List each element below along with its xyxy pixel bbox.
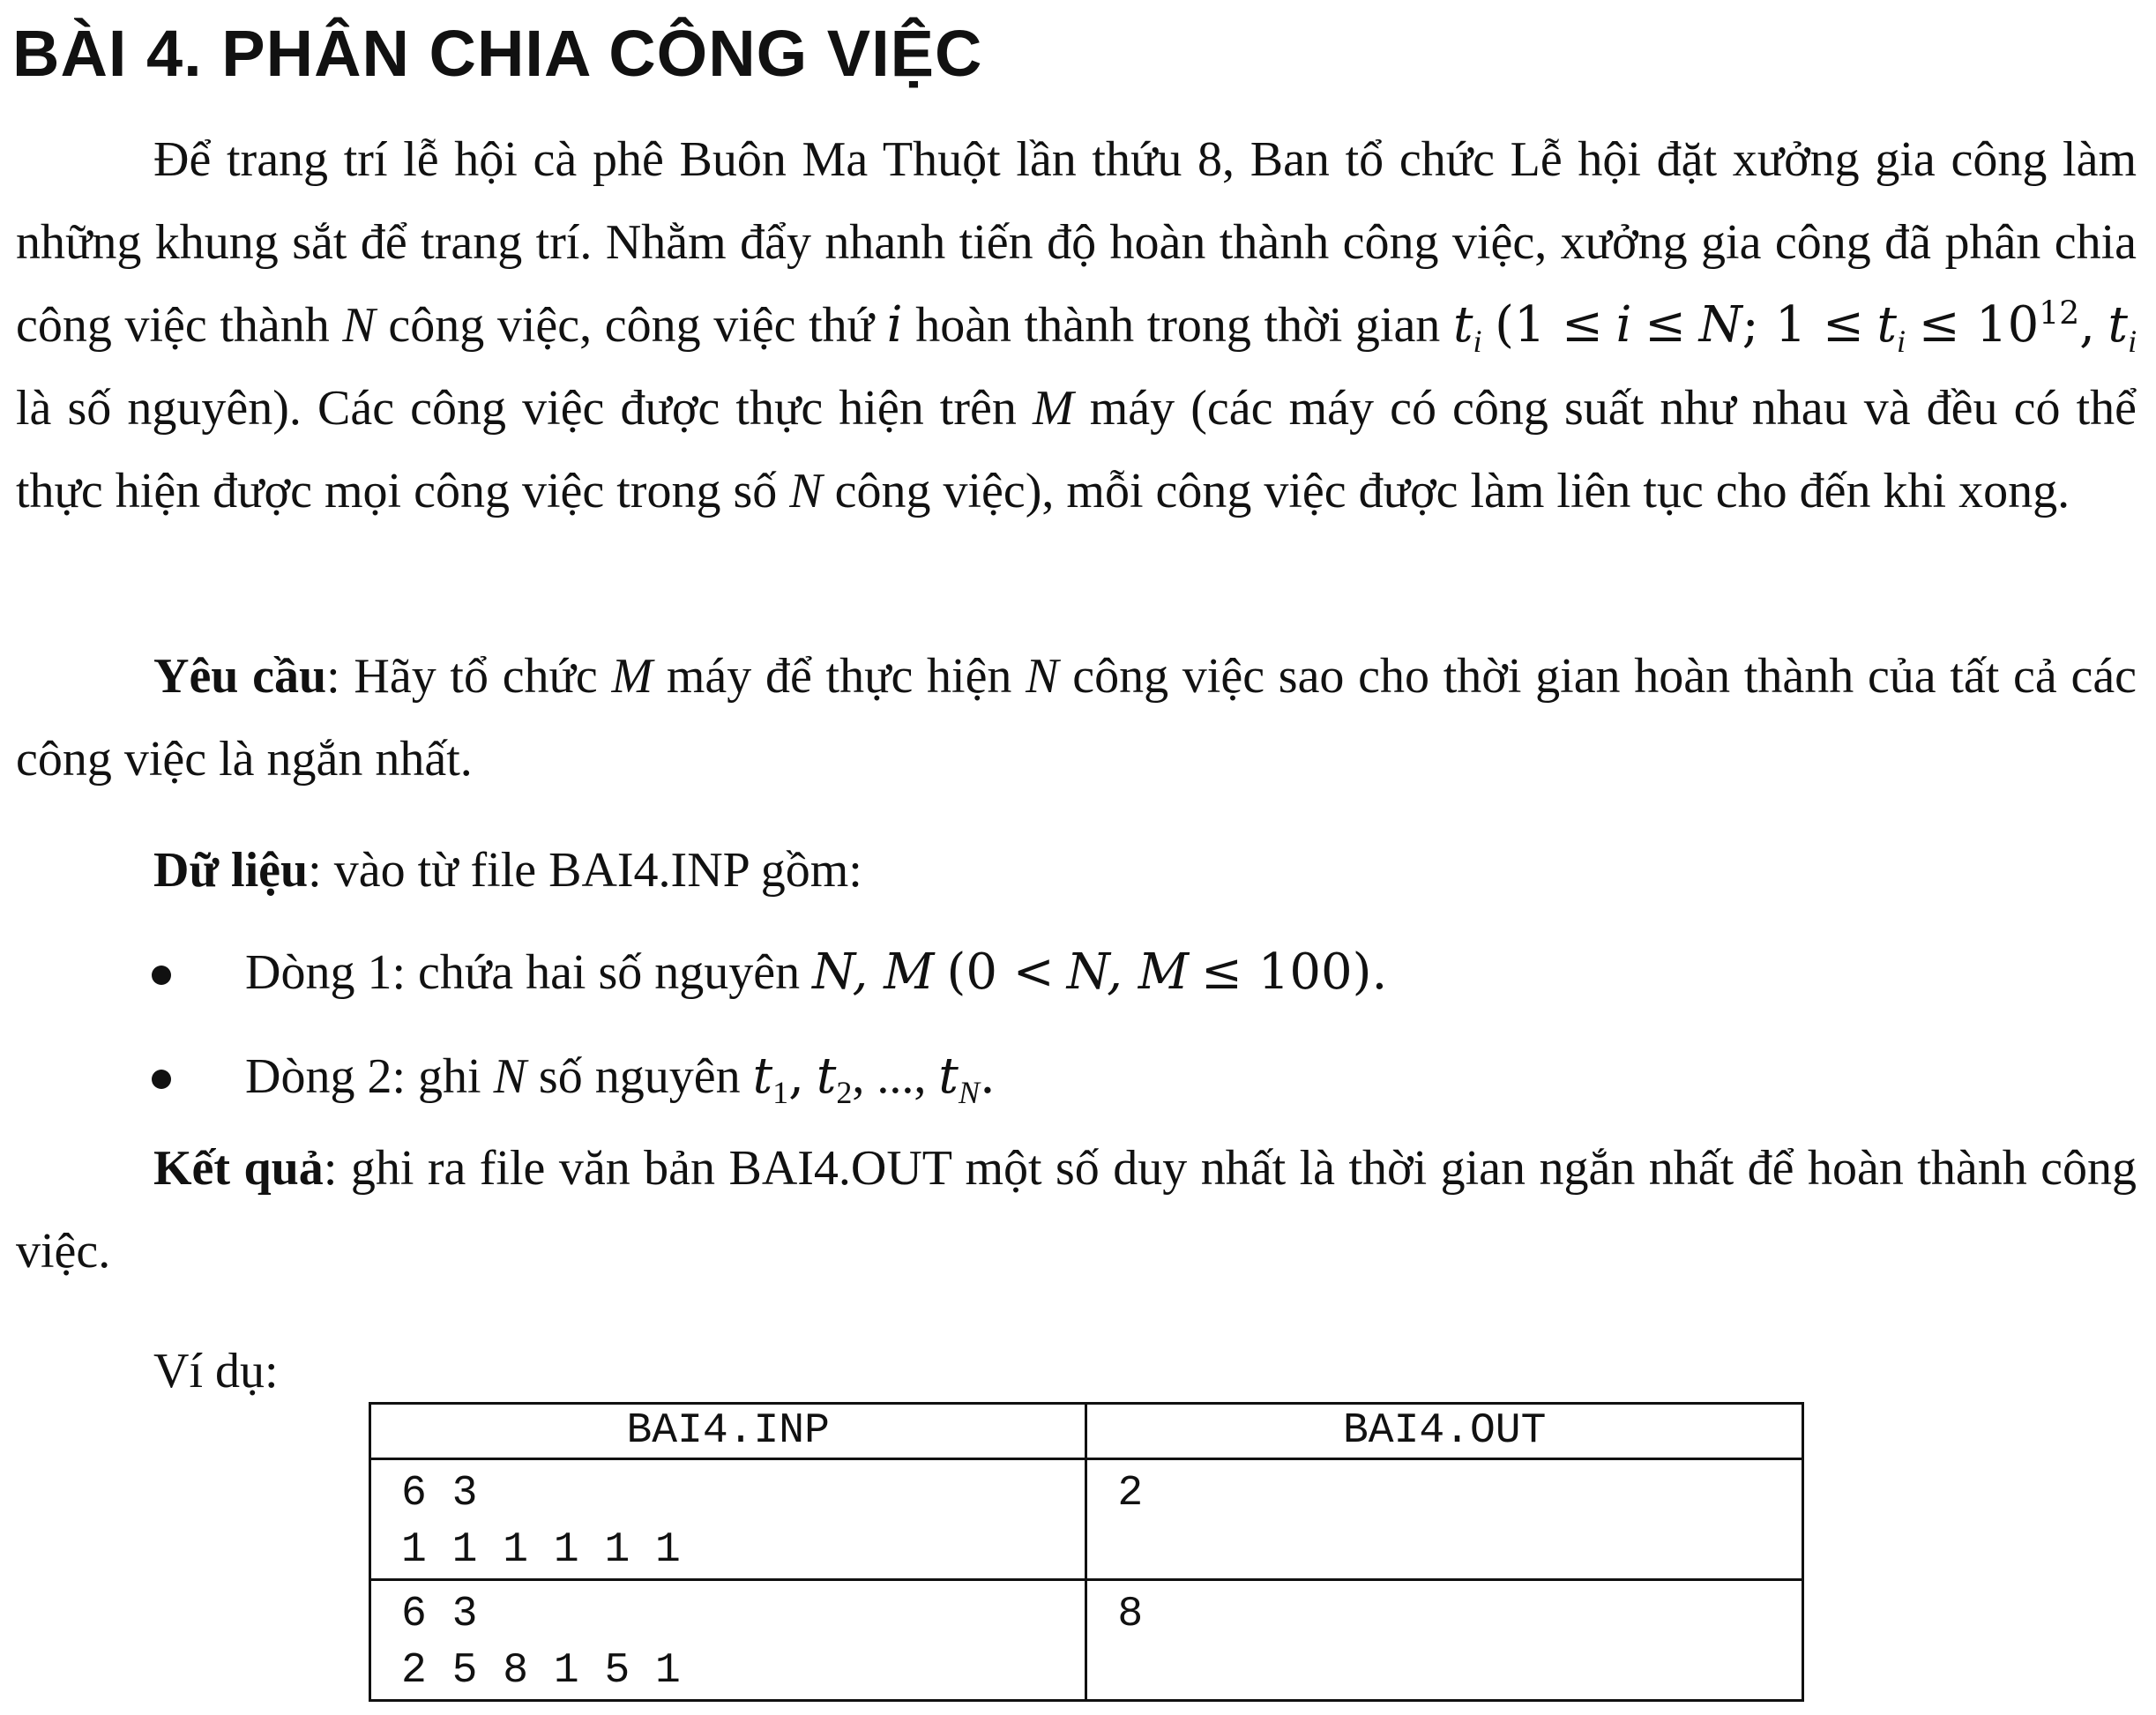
input-label: Dữ liệu [153, 843, 309, 898]
bullet-dot-icon [152, 966, 171, 985]
bullet-dot-icon [152, 1070, 171, 1089]
table-header-input: BAI4.INP [370, 1404, 1086, 1459]
intro-paragraph: Để trang trí lễ hội cà phê Buôn Ma Thuột lần thứu 8, Ban tổ chức Lễ hội đặt xưởng gia công làm những khung sắt để trang trí. Nhằm đẩy nhanh tiến độ hoàn thành công việc, xưởng gia công đã phân chia công việc thành N công việc, công việc thứ i hoàn thành trong thời gian $t_i$ (1 ≤ i ≤ N; $1 \le t_i \le 10^{12}$, $t_i$ là số nguyên). Các công việc được thực hiện trên M máy (các máy có công suất như nhau và đều có thể thực hiện được mọi công việc trong số N công việc), mỗi công việc được làm liên tục cho đến khi xong. [16, 132, 2137, 518]
bullet-item-line2: Dòng 2: ghi N số nguyên $t_1$, $t_2$, ..., $t_N$. [0, 1035, 2116, 1118]
table-cell-input: 6 3 2 5 8 1 5 1 [370, 1580, 1086, 1701]
table-cell-output: 8 [1086, 1580, 1803, 1701]
input-paragraph: Dữ liệu: vào từ file BAI4.INP gồm: [153, 843, 862, 898]
table-row [370, 1459, 1803, 1580]
problem-title: BÀI 4. PHÂN CHIA CÔNG VIỆC [12, 17, 983, 90]
bullet-item-line1: Dòng 1: chứa hai số nguyên N, M (0 < N, M ≤ 100). [0, 931, 2116, 1014]
table-row [370, 1580, 1803, 1701]
table-cell-input: 6 3 1 1 1 1 1 1 [370, 1459, 1086, 1580]
output-label: Kết quả [153, 1141, 324, 1196]
example-label: Ví dụ: [153, 1344, 279, 1398]
table-header-output: BAI4.OUT [1086, 1404, 1803, 1459]
requirement-paragraph: Yêu cầu: Hãy tổ chức M máy để thực hiện N công việc sao cho thời gian hoàn thành của tất cả các công việc là ngắn nhất. [16, 649, 2137, 787]
requirement-label: Yêu cầu [153, 649, 327, 704]
table-cell-output: 2 [1086, 1459, 1803, 1580]
example-table [369, 1402, 1804, 1702]
table-header-row [370, 1404, 1803, 1459]
output-paragraph: Kết quả: ghi ra file văn bản BAI4.OUT một số duy nhất là thời gian ngắn nhất để hoàn thành công việc. [16, 1141, 2137, 1279]
